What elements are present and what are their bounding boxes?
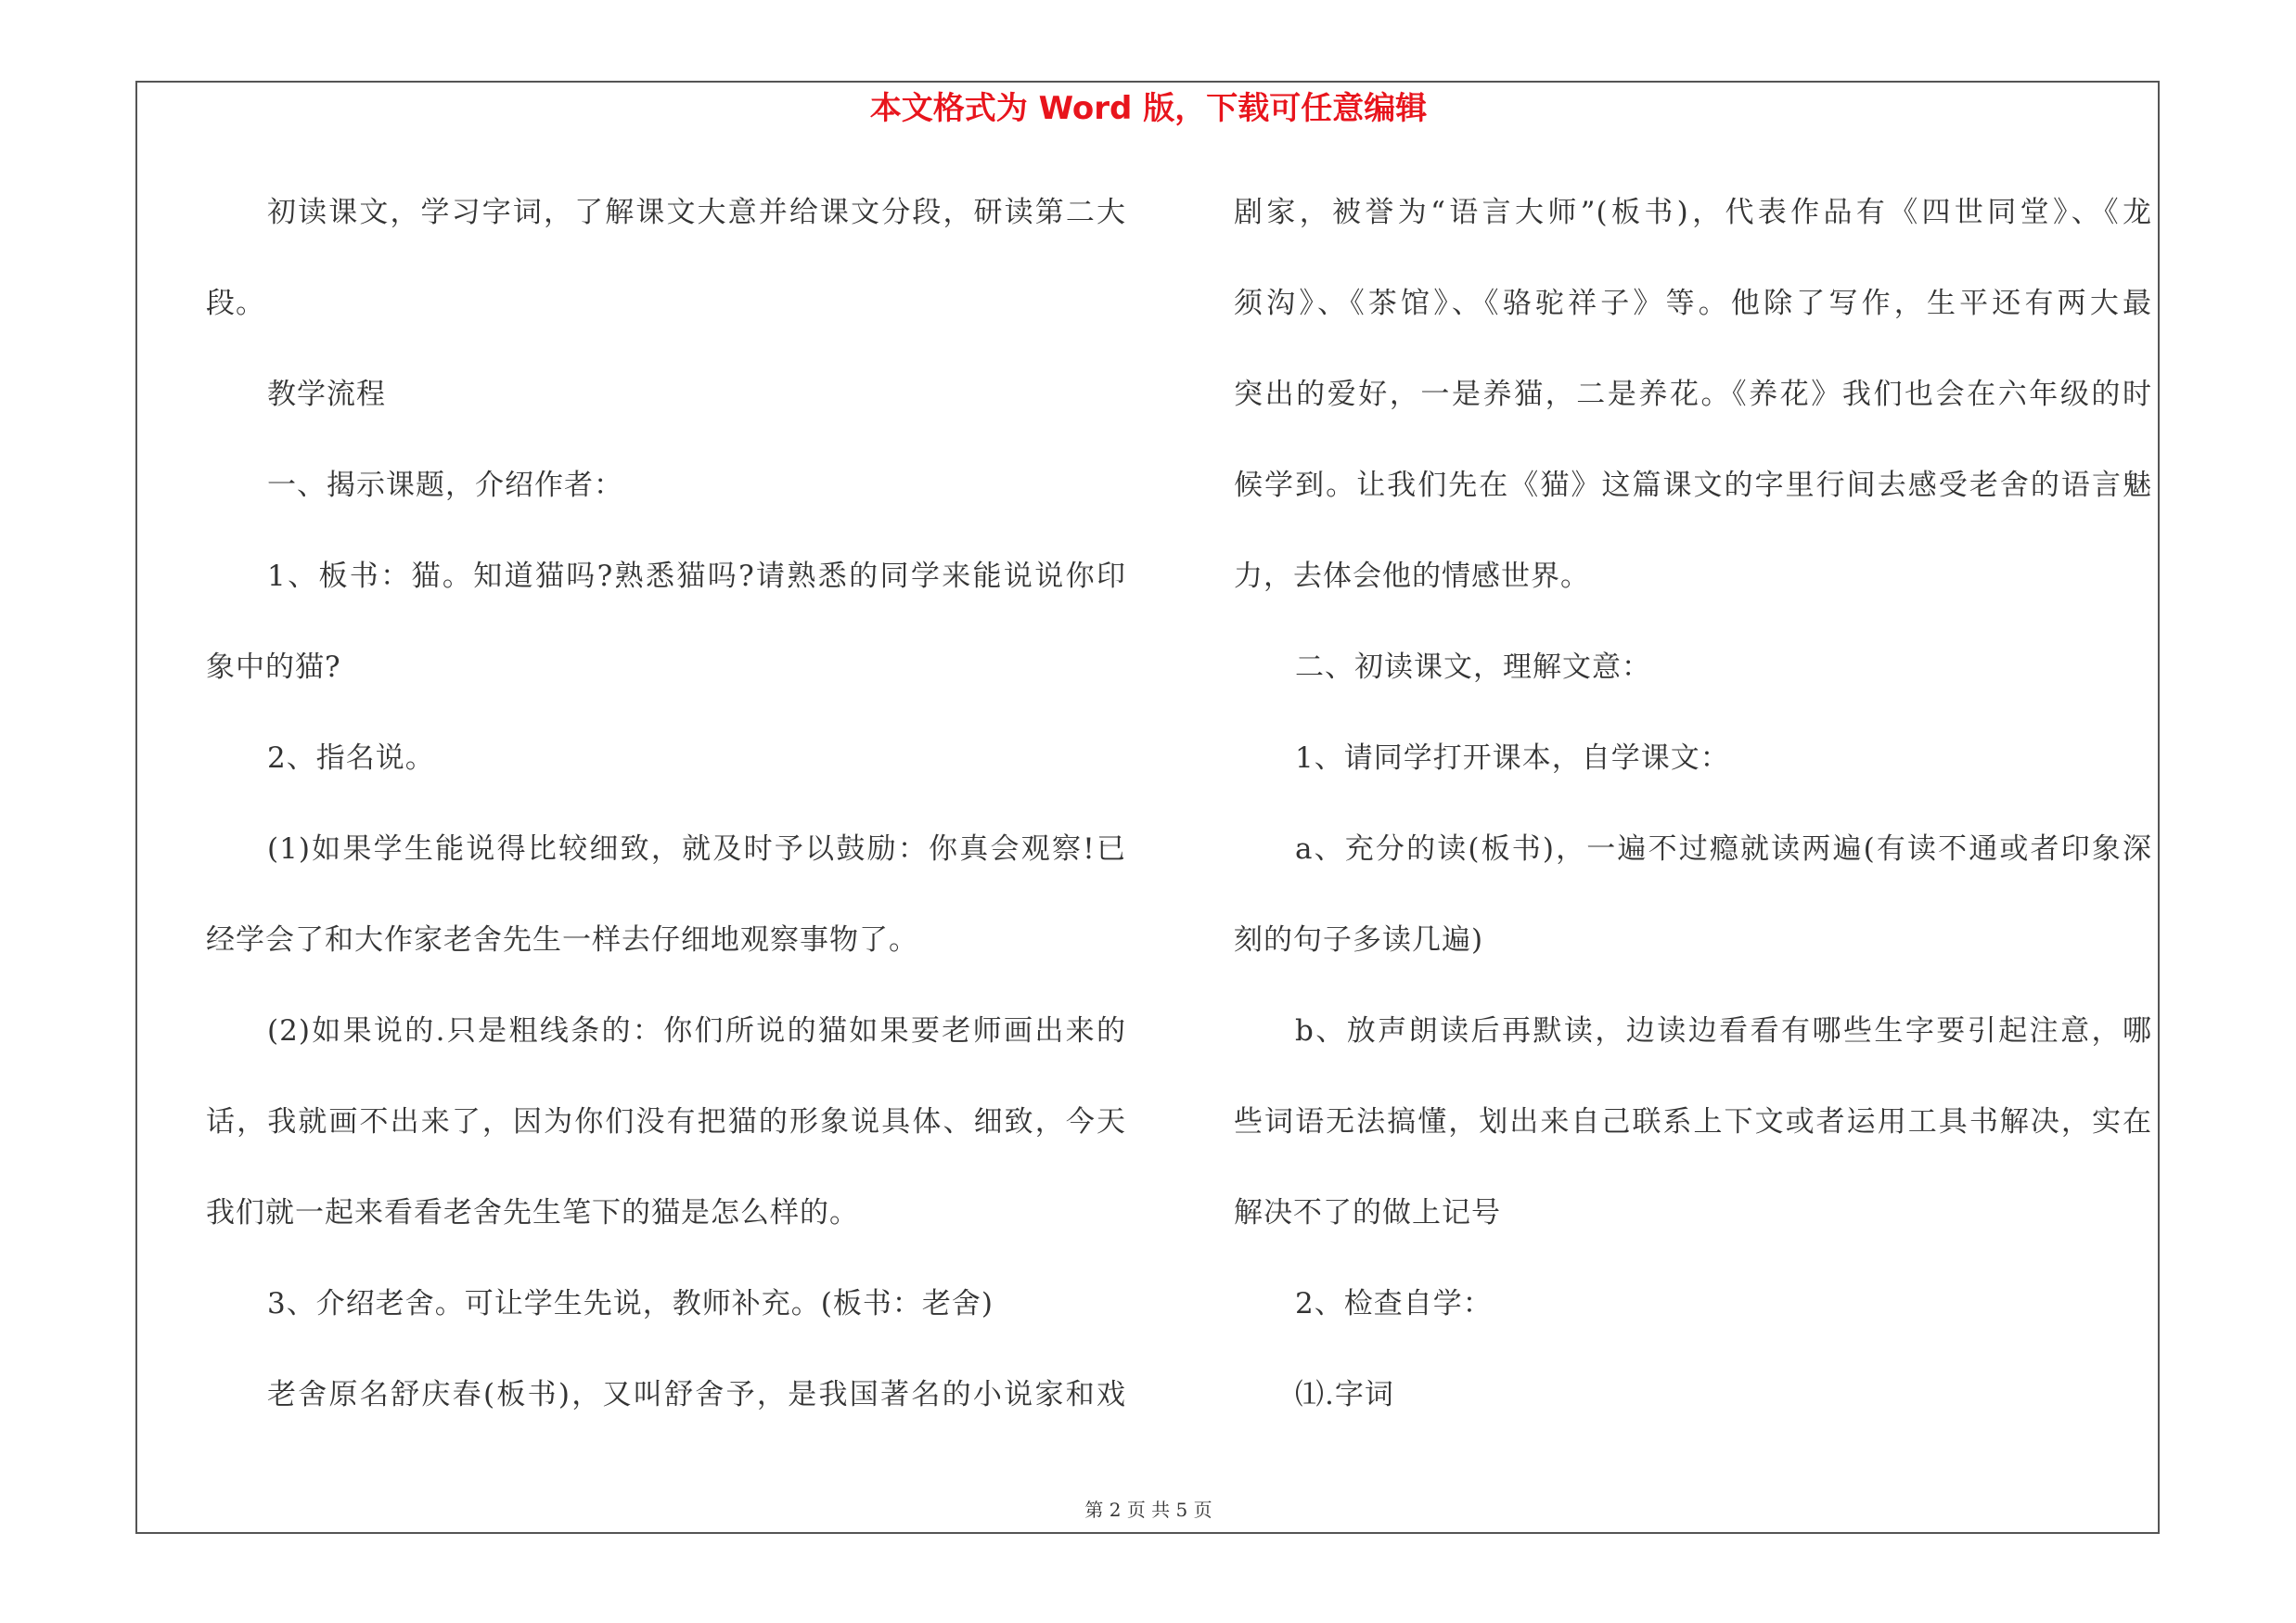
text-line: 教学流程 <box>267 378 386 411</box>
paragraph <box>206 531 1126 713</box>
text-line: 老舍原名舒庆春(板书)，又叫舒舍予，是我国著名的小说家和戏 <box>267 1378 1126 1411</box>
paragraph <box>1234 1349 2152 1440</box>
paragraph <box>206 349 1126 440</box>
paragraph <box>206 1349 1126 1440</box>
paragraph <box>1234 713 2152 804</box>
text-line: 些词语无法搞懂，划出来自己联系上下文或者运用工具书解决，实在 <box>1234 1105 2152 1139</box>
text-line: 1、板书：猫。知道猫吗?熟悉猫吗?请熟悉的同学来能说说你印 <box>267 560 1126 593</box>
page-number: 第 2 页 共 5 页 <box>1084 1499 1212 1521</box>
text-line: 刻的句子多读几遍) <box>1234 923 1484 957</box>
text-line: 解决不了的做上记号 <box>1234 1196 1501 1230</box>
text-line: 候学到。让我们先在《猫》这篇课文的字里行间去感受老舍的语言魅 <box>1234 469 2152 502</box>
text-line: b、放声朗读后再默读，边读边看看有哪些生字要引起注意，哪 <box>1295 1014 2152 1048</box>
text-line: 3、介绍老舍。可让学生先说，教师补充。(板书：老舍) <box>267 1287 994 1320</box>
text-line: 段。 <box>206 287 265 320</box>
text-line: 一、揭示课题，介绍作者： <box>267 469 623 502</box>
text-line: (2)如果说的.只是粗线条的：你们所说的猫如果要老师画出来的 <box>267 1014 1126 1048</box>
paragraph <box>1234 622 2152 713</box>
paragraph <box>1234 985 2152 1258</box>
text-line: 2、检查自学： <box>1295 1287 1493 1320</box>
text-line: 须沟》、《茶馆》、《骆驼祥子》等。他除了写作，生平还有两大最 <box>1234 287 2152 320</box>
paragraph <box>206 440 1126 531</box>
paragraph <box>206 804 1126 985</box>
text-line: (1)如果学生能说得比较细致，就及时予以鼓励：你真会观察!已 <box>267 832 1126 866</box>
paragraph <box>206 167 1126 349</box>
text-line: 2、指名说。 <box>267 741 435 775</box>
paragraph <box>1234 167 2152 622</box>
text-line: 经学会了和大作家老舍先生一样去仔细地观察事物了。 <box>206 923 918 957</box>
text-line: 突出的爱好，一是养猫，二是养花。《养花》我们也会在六年级的时 <box>1234 378 2152 411</box>
text-line: ⑴.字词 <box>1295 1378 1394 1411</box>
text-line: 我们就一起来看看老舍先生笔下的猫是怎么样的。 <box>206 1196 859 1230</box>
paragraph <box>206 985 1126 1258</box>
paragraph <box>1234 1258 2152 1349</box>
text-line: 力，去体会他的情感世界。 <box>1234 560 1590 593</box>
paragraph <box>206 713 1126 804</box>
paragraph <box>206 1258 1126 1349</box>
text-line: 话，我就画不出来了，因为你们没有把猫的形象说具体、细致，今天 <box>206 1105 1126 1139</box>
text-line: 象中的猫? <box>206 650 341 684</box>
text-line: 1、请同学打开课本，自学课文： <box>1295 741 1730 775</box>
right-text-column <box>1234 167 2152 1440</box>
paragraph <box>1234 804 2152 985</box>
text-line: 初读课文，学习字词，了解课文大意并给课文分段，研读第二大 <box>267 196 1126 229</box>
text-line: a、充分的读(板书)，一遍不过瘾就读两遍(有读不通或者印象深 <box>1295 832 2152 866</box>
text-line: 二、初读课文，理解文意： <box>1295 650 1651 684</box>
format-notice: 本文格式为 Word 版，下载可任意编辑 <box>869 90 1428 127</box>
left-text-column <box>206 167 1126 1440</box>
text-line: 剧家，被誉为“语言大师”(板书)，代表作品有《四世同堂》、《龙 <box>1234 196 2152 229</box>
